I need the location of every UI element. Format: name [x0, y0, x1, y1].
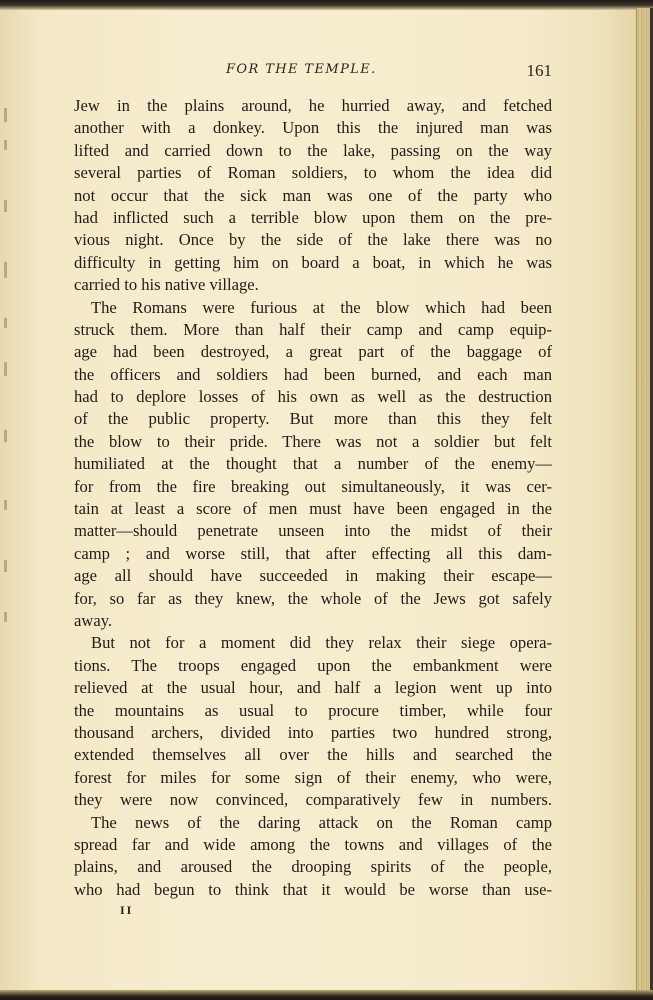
gutter-bleed-mark: [4, 200, 7, 212]
gutter-bleed-mark: [4, 612, 7, 622]
body-text: [74, 95, 552, 901]
gutter-bleed-mark: [4, 560, 7, 572]
text-line: plains, and aroused the drooping spirits of the people,: [74, 857, 552, 877]
page-bottom-edge: [0, 990, 653, 1000]
text-line: difficulty in getting him on board a boat, in which he was: [74, 252, 552, 272]
text-line: several parties of Roman soldiers, to whom the idea did: [74, 163, 552, 183]
text-line: The news of the daring attack on the Roman camp: [91, 812, 552, 832]
running-title: FOR THE TEMPLE.: [226, 62, 377, 77]
text-line: age had been destroyed, a great part of the baggage of: [74, 342, 552, 362]
text-line: But not for a moment did they relax their siege opera-: [91, 633, 552, 653]
text-line: the officers and soldiers had been burned, and each man: [74, 364, 552, 384]
text-line: for from the fire breaking out simultaneously, it was cer-: [74, 476, 552, 496]
text-line: lifted and carried down to the lake, passing on the way: [74, 140, 552, 160]
text-line: thousand archers, divided into parties two hundred strong,: [74, 722, 552, 742]
text-line: forest for miles for some sign of their enemy, who were,: [74, 767, 552, 787]
gutter-bleed-mark: [4, 318, 7, 328]
text-line: another with a donkey. Upon this the injured man was: [74, 118, 552, 138]
gutter-bleed-mark: [4, 430, 7, 442]
running-head: [74, 62, 552, 84]
text-line: spread far and wide among the towns and villages of the: [74, 834, 552, 854]
gutter-bleed-mark: [4, 362, 7, 376]
text-line: the mountains as usual to procure timber, while four: [74, 700, 552, 720]
text-line: tain at least a score of men must have been engaged in the: [74, 499, 552, 519]
text-line: Jew in the plains around, he hurried away, and fetched: [74, 96, 552, 115]
signature-mark: II: [120, 903, 134, 917]
text-line: matter—should penetrate unseen into the midst of their: [74, 521, 552, 541]
text-line: had to deplore losses of his own as well as the destruction: [74, 387, 552, 407]
text-line: of the public property. But more than this they felt: [74, 409, 552, 429]
gutter-bleed-mark: [4, 262, 7, 278]
text-line: vious night. Once by the side of the lake there was no: [74, 230, 552, 250]
text-line: tions. The troops engaged upon the embankment were: [74, 655, 552, 675]
text-line: age all should have succeeded in making their escape—: [74, 566, 552, 586]
text-line: relieved at the usual hour, and half a legion went up into: [74, 678, 552, 698]
text-line: who had begun to think that it would be worse than use-: [74, 879, 552, 899]
page-top-edge: [0, 0, 653, 10]
text-line: the blow to their pride. There was not a soldier but felt: [74, 431, 552, 451]
text-line: camp ; and worse still, that after effecting all this dam-: [74, 543, 552, 563]
text-line: struck them. More than half their camp and camp equip-: [74, 319, 552, 339]
gutter-bleed-mark: [4, 140, 7, 150]
text-line: not occur that the sick man was one of the party who: [74, 185, 552, 205]
text-line: carried to his native village.: [74, 275, 259, 295]
text-line: they were now convinced, comparatively few in numbers.: [74, 790, 552, 810]
text-line: for, so far as they knew, the whole of the Jews got safely: [74, 588, 552, 608]
text-line: humiliated at the thought that a number of the enemy—: [74, 454, 552, 474]
gutter-bleed-mark: [4, 108, 7, 122]
text-line: extended themselves all over the hills and searched the: [74, 745, 552, 765]
gutter-bleed-mark: [4, 500, 7, 510]
text-line: The Romans were furious at the blow which had been: [91, 297, 552, 317]
text-line: away.: [74, 610, 113, 630]
page-number: 161: [526, 61, 552, 80]
text-line: had inflicted such a terrible blow upon them on the pre-: [74, 207, 552, 227]
